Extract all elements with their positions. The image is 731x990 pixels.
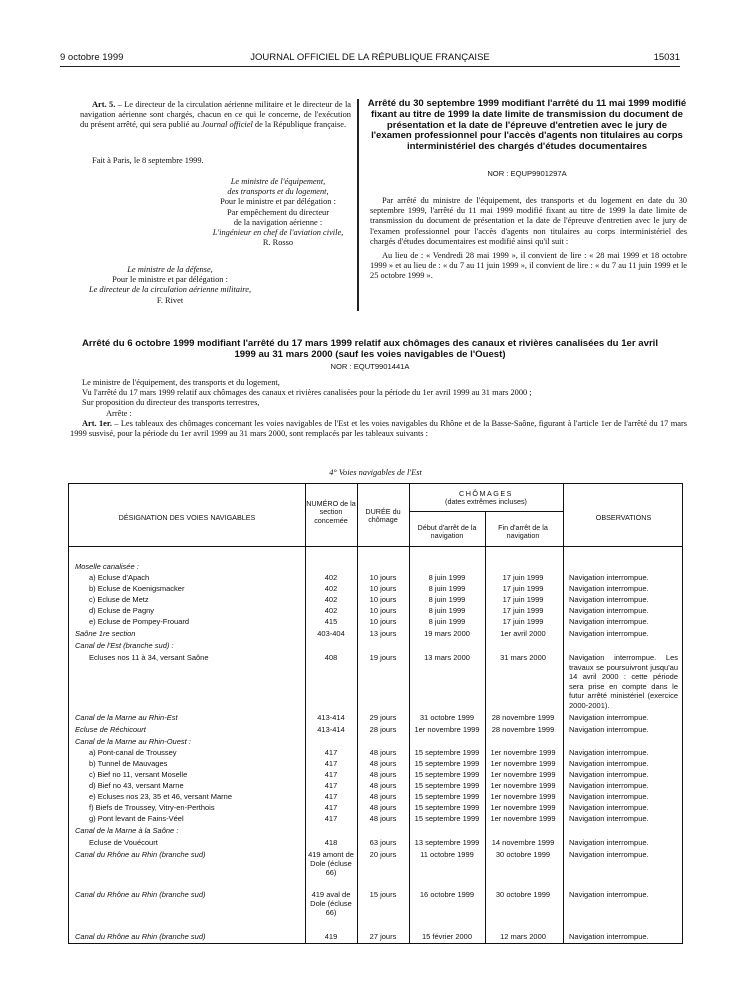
table-row (69, 890, 682, 917)
table-row (69, 932, 682, 942)
cell-designation: e) Ecluses nos 23, 35 et 46, versant Marne (89, 792, 232, 801)
cell-fin: 1er novembre 1999 (490, 748, 556, 757)
cell-observations: Navigation interrompue. (569, 713, 649, 722)
table-row (69, 629, 682, 639)
arrete-word: Arrête : (106, 408, 132, 418)
visa-proposition: Sur proposition du directeur des transports terrestres, (82, 398, 260, 408)
cell-fin: 1er novembre 1999 (490, 803, 556, 812)
visa-arrete: Vu l'arrêté du 17 mars 1999 relatif aux chômages des canaux et rivières canalisées pour la période du 1er avril 1999 au 31 mars 2000 ; (82, 388, 532, 398)
cell-duree: 48 jours (369, 803, 397, 812)
cell-observations: Navigation interrompue. (569, 803, 649, 812)
table-row (69, 713, 682, 723)
art5-label: Art. 5. (92, 100, 116, 109)
cell-designation: Canal de la Marne au Rhin-Est (75, 713, 178, 722)
header-rule-bottom (69, 546, 682, 547)
cell-numero: 417 (324, 814, 338, 823)
cell-duree: 20 jours (369, 850, 397, 859)
cell-observations: Navigation interrompue. (569, 584, 649, 593)
cell-fin: 1er avril 2000 (500, 629, 546, 638)
table-row (69, 770, 682, 780)
cell-observations: Navigation interrompue. (569, 770, 649, 779)
table-row (69, 595, 682, 605)
column-rule (357, 99, 359, 311)
cell-fin: 28 novembre 1999 (491, 713, 555, 722)
table-row (69, 641, 682, 651)
table-row (69, 562, 682, 572)
cell-numero: 402 (324, 584, 338, 593)
cell-numero: 417 (324, 781, 338, 790)
signature-line: de la navigation aérienne : (233, 217, 323, 227)
cell-debut: 13 mars 2000 (424, 653, 470, 662)
art1-text: – Les tableaux des chômages concernant les voies navigables de l'Est et les voies navigables du Rhône et de la Basse-Saône, figurant à l'article 1er de l'arrêté du 17 mars 1999 susvisé, pour la période du 1er avril 1999 au 31 mars 2000, sont remplacés par les tableaux suivants : (70, 418, 687, 439)
cell-fin: 1er novembre 1999 (490, 792, 556, 801)
cell-numero: 402 (324, 606, 338, 615)
th-debut: Début d'arrêt de la navigation (417, 523, 477, 541)
cell-fin: 1er novembre 1999 (490, 814, 556, 823)
table-row (69, 725, 682, 735)
table-caption: 4° Voies navigables de l'Est (329, 468, 422, 477)
th-numero: NUMÉRO de la section concernée (306, 499, 356, 525)
cell-designation: Ecluses nos 11 à 34, versant Saône (89, 653, 209, 662)
cell-designation: b) Tunnel de Mauvages (89, 759, 168, 768)
art5-text: – Le directeur de la circulation aérienne militaire et le directeur de la navigation aérienne sont chargés, chacun en ce qui le concerne, de l'exécution du présent arrêté, qui sera publié au (80, 100, 351, 130)
fait-a-paris (80, 156, 351, 166)
cell-designation: Canal du Rhône au Rhin (branche sud) (75, 932, 206, 941)
signature-line: Le directeur de la circulation aérienne militaire, (88, 285, 252, 295)
cell-numero: 418 (324, 838, 338, 847)
table-row (69, 606, 682, 616)
art5-jo: Journal officiel (201, 120, 253, 130)
cell-debut: 8 juin 1999 (428, 573, 466, 582)
nor-2: NOR : EQUT9901441A (330, 362, 410, 371)
cell-debut: 8 juin 1999 (428, 584, 466, 593)
journal-title: JOURNAL OFFICIEL DE LA RÉPUBLIQUE FRANÇAISE (250, 52, 490, 63)
table-row (69, 792, 682, 802)
cell-fin: 17 juin 1999 (502, 584, 544, 593)
cell-duree: 15 jours (369, 890, 397, 899)
page-number: 15031 (653, 52, 680, 63)
cell-fin: 17 juin 1999 (502, 606, 544, 615)
table-row (69, 573, 682, 583)
arrete-6-oct-title (80, 339, 660, 361)
cell-debut: 19 mars 2000 (424, 629, 470, 638)
cell-duree: 48 jours (369, 792, 397, 801)
signature-line: des transports et du logement, (227, 187, 329, 197)
signature-line: Le ministre de la défense, (127, 265, 213, 274)
cell-numero: 408 (324, 653, 338, 662)
cell-fin: 1er novembre 1999 (490, 759, 556, 768)
cell-designation: Ecluse de Vouécourt (89, 838, 158, 847)
cell-debut: 15 septembre 1999 (414, 759, 480, 768)
signature-line: Pour le ministre et par délégation : (112, 275, 228, 285)
cell-debut: 16 octobre 1999 (419, 890, 475, 899)
table-row (69, 737, 682, 747)
cell-observations: Navigation interrompue. (569, 595, 649, 604)
cell-designation: f) Biefs de Troussey, Vitry-en-Perthois (89, 803, 215, 812)
cell-fin: 28 novembre 1999 (491, 725, 555, 734)
cell-debut: 11 octobre 1999 (420, 850, 474, 859)
cell-designation: a) Pont-canal de Troussey (89, 748, 177, 757)
cell-designation: Canal de la Marne au Rhin-Ouest : (75, 737, 191, 746)
signature-line: L'ingénieur en chef de l'aviation civile, (212, 228, 344, 238)
fait-line: Fait à Paris, le 8 septembre 1999. (92, 156, 204, 165)
cell-duree: 63 jours (369, 838, 397, 847)
table-row (69, 781, 682, 791)
cell-debut: 15 septembre 1999 (414, 814, 480, 823)
cell-numero: 402 (324, 595, 338, 604)
chomages-subrule (409, 511, 563, 512)
cell-designation: a) Ecluse d'Apach (89, 573, 150, 582)
arrete-6-oct-body (70, 378, 687, 439)
cell-designation: c) Bief no 11, versant Moselle (89, 770, 188, 779)
cell-observations: Navigation interrompue. (569, 850, 649, 859)
table-row (69, 826, 682, 836)
art1-label: Art. 1er. (82, 418, 112, 428)
nor-1: NOR : EQUP9901297A (487, 169, 567, 178)
chomages-table (68, 483, 683, 944)
table-row (69, 814, 682, 824)
cell-observations: Navigation interrompue. (569, 814, 649, 823)
cell-debut: 13 septembre 1999 (414, 838, 480, 847)
running-header (60, 52, 680, 66)
cell-numero: 417 (324, 792, 338, 801)
cell-numero: 419 (324, 932, 338, 941)
cell-designation: Canal du Rhône au Rhin (branche sud) (75, 850, 206, 859)
issue-date: 9 octobre 1999 (60, 52, 124, 63)
cell-designation: c) Ecluse de Metz (89, 595, 149, 604)
table-row (69, 617, 682, 627)
cell-debut: 8 juin 1999 (428, 617, 466, 626)
cell-fin: 14 novembre 1999 (491, 838, 555, 847)
cell-debut: 15 février 2000 (421, 932, 473, 941)
cell-observations: Navigation interrompue. (569, 781, 649, 790)
table-row (69, 838, 682, 848)
cell-duree: 27 jours (369, 932, 397, 941)
art5-end: de la République française. (252, 120, 347, 130)
cell-designation: Moselle canalisée : (75, 562, 139, 571)
cell-debut: 31 octobre 1999 (419, 713, 475, 722)
signature-line: Par empêchement du directeur (226, 207, 330, 217)
cell-observations: Navigation interrompue. (569, 725, 649, 734)
cell-duree: 10 jours (369, 595, 397, 604)
table-row (69, 759, 682, 769)
arrete-30-sept-p2: Au lieu de : « Vendredi 28 mai 1999 », il convient de lire : « 28 mai 1999 et 18 octobre 1999 » et au lieu de : « du 7 au 11 juin 1999 », il convient de lire : « du 7 au 11 juin 1999 et le 25 octobre 1999 ». (370, 251, 687, 281)
cell-debut: 1er novembre 1999 (414, 725, 480, 734)
cell-designation: Canal de l'Est (branche sud) : (75, 641, 174, 650)
cell-fin: 17 juin 1999 (502, 573, 544, 582)
cell-debut: 15 septembre 1999 (414, 748, 480, 757)
cell-fin: 1er novembre 1999 (490, 770, 556, 779)
signature-line: R. Rosso (262, 238, 294, 248)
col-divider (485, 511, 486, 943)
cell-duree: 10 jours (369, 584, 397, 593)
cell-designation: e) Ecluse de Pompey-Frouard (89, 617, 190, 626)
signature-block-1 (200, 177, 356, 248)
th-designation: DÉSIGNATION DES VOIES NAVIGABLES (118, 513, 256, 522)
cell-observations: Navigation interrompue. Les travaux se poursuivront jusqu'au 14 avril 2000 : cette période sera prise en compte dans le futur arrêté ministériel (exercice 2000-2001). (569, 653, 678, 710)
table-row (69, 584, 682, 594)
th-observations: OBSERVATIONS (595, 513, 652, 522)
cell-observations: Navigation interrompue. (569, 748, 649, 757)
cell-numero: 419 amont de Dole (écluse 66) (308, 850, 354, 877)
cell-numero: 419 aval de Dole (écluse 66) (310, 890, 352, 917)
cell-duree: 48 jours (369, 770, 397, 779)
cell-duree: 10 jours (369, 606, 397, 615)
cell-designation: d) Ecluse de Pagny (89, 606, 155, 615)
cell-numero: 417 (324, 803, 338, 812)
cell-designation: Ecluse de Réchicourt (75, 725, 146, 734)
arrete-6-oct-title-text: Arrêté du 6 octobre 1999 modifiant l'arrêté du 17 mars 1999 relatif aux chômages des canaux et rivières canalisées du 1er avril 1999 au 31 mars 2000 (sauf les voies navigables de l'Ouest) (81, 338, 659, 360)
cell-debut: 15 septembre 1999 (414, 792, 480, 801)
visa-ministre: Le ministre de l'équipement, des transports et du logement, (82, 378, 280, 387)
table-row (69, 748, 682, 758)
cell-fin: 17 juin 1999 (502, 595, 544, 604)
cell-fin: 17 juin 1999 (502, 617, 544, 626)
cell-designation: g) Pont levant de Fains-Véel (89, 814, 184, 823)
cell-fin: 30 octobre 1999 (495, 890, 551, 899)
article-5 (80, 100, 351, 131)
cell-debut: 15 septembre 1999 (414, 770, 480, 779)
cell-observations: Navigation interrompue. (569, 617, 649, 626)
cell-designation: b) Ecluse de Koenigsmacker (89, 584, 185, 593)
cell-duree: 48 jours (369, 759, 397, 768)
cell-designation: Canal de la Marne à la Saône : (75, 826, 179, 835)
signature-line: Le ministre de l'équipement, (230, 177, 326, 186)
arrete-30-sept-p1: Par arrêté du ministre de l'équipement, des transports et du logement en date du 30 septembre 1999, l'arrêté du 11 mai 1999 modifié fixant au titre de 1999 la date limite de transmission du document de présentation et la date de l'épreuve d'entretien avec le jury de l'examen professionnel pour l'accès d'agents non titulaires au corps interministériel des chargés d'études documentaires est modifié ainsi qu'il suit : (370, 196, 687, 246)
cell-duree: 28 jours (369, 725, 397, 734)
cell-observations: Navigation interrompue. (569, 932, 649, 941)
cell-observations: Navigation interrompue. (569, 759, 649, 768)
cell-numero: 413-414 (317, 713, 345, 722)
cell-numero: 415 (324, 617, 338, 626)
cell-observations: Navigation interrompue. (569, 629, 649, 638)
cell-observations: Navigation interrompue. (569, 838, 649, 847)
cell-numero: 413-414 (317, 725, 345, 734)
cell-fin: 30 octobre 1999 (495, 850, 551, 859)
table-row (69, 653, 682, 710)
cell-duree: 19 jours (369, 653, 397, 662)
cell-duree: 48 jours (369, 814, 397, 823)
signature-line: Pour le ministre et par délégation : (220, 197, 336, 207)
header-rule (60, 66, 680, 67)
cell-debut: 15 septembre 1999 (414, 803, 480, 812)
cell-debut: 15 septembre 1999 (414, 781, 480, 790)
cell-observations: Navigation interrompue. (569, 573, 649, 582)
cell-fin: 31 mars 2000 (500, 653, 546, 662)
arrete-30-sept-title: Arrêté du 30 septembre 1999 modifiant l'arrêté du 11 mai 1999 modifié fixant au titre de 1999 la date limite de transmission du document de présentation et la date de l'épreuve d'entretien avec le jury de l'examen professionnel pour l'accès d'agents non titulaires au corps interministériel des chargés d'études documentaires (367, 98, 687, 153)
cell-duree: 48 jours (369, 781, 397, 790)
th-fin: Fin d'arrêt de la navigation (498, 523, 548, 541)
cell-observations: Navigation interrompue. (569, 606, 649, 615)
cell-debut: 8 juin 1999 (428, 606, 466, 615)
signature-block-2 (60, 265, 280, 306)
signature-line: F. Rivet (156, 295, 184, 305)
cell-observations: Navigation interrompue. (569, 792, 649, 801)
arrete-30-sept-body (370, 196, 687, 282)
cell-duree: 29 jours (369, 713, 397, 722)
cell-fin: 1er novembre 1999 (490, 781, 556, 790)
cell-numero: 417 (324, 759, 338, 768)
cell-numero: 402 (324, 573, 338, 582)
cell-fin: 12 mars 2000 (500, 932, 546, 941)
th-duree: DURÉE du chômage (365, 507, 401, 525)
cell-designation: Saône 1re section (75, 629, 136, 638)
cell-numero: 403-404 (317, 629, 345, 638)
cell-numero: 417 (324, 748, 338, 757)
cell-debut: 8 juin 1999 (428, 595, 466, 604)
cell-designation: d) Bief no 43, versant Marne (89, 781, 184, 790)
cell-numero: 417 (324, 770, 338, 779)
cell-designation: Canal du Rhône au Rhin (branche sud) (75, 890, 206, 899)
cell-duree: 10 jours (369, 573, 397, 582)
table-row (69, 850, 682, 877)
cell-duree: 48 jours (369, 748, 397, 757)
cell-observations: Navigation interrompue. (569, 890, 649, 899)
cell-duree: 10 jours (369, 617, 397, 626)
th-chomages-sub: (dates extrêmes incluses) (445, 497, 527, 506)
table-row (69, 803, 682, 813)
cell-duree: 13 jours (369, 629, 397, 638)
th-chomages: CHÔMAGES (459, 489, 513, 498)
